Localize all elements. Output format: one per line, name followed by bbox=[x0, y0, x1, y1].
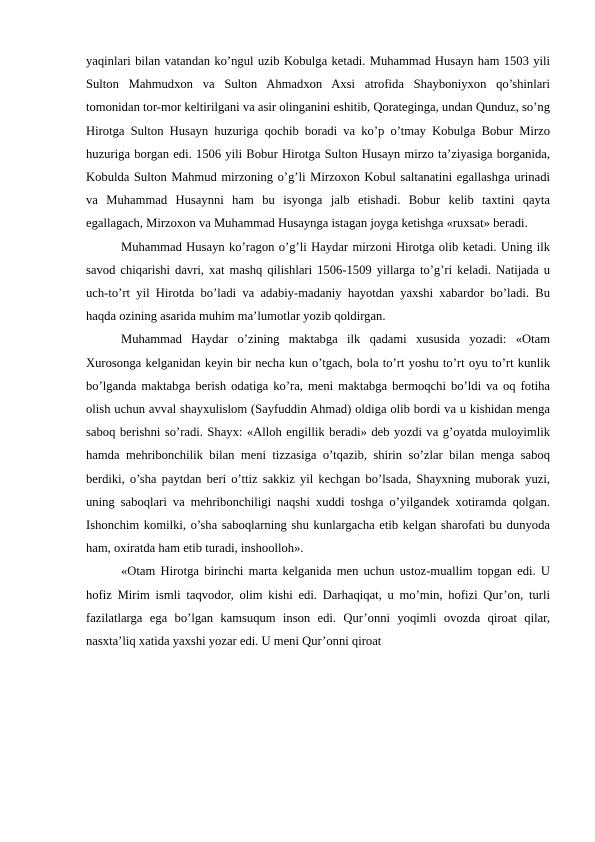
paragraph-3: Muhammad Haydar o’zining maktabga ilk qadami xususida yozadi: «Otam Xurosonga kelganidan keyin bir necha kun o’tgach, bola to’rt yoshu to’rt oyu to’rt kunlik bo’lganda maktabga berish odatiga ko’ra, meni maktabga bermoqchi bo’ldi va oq fotiha olish uchun avval shayxulislom (Sayfuddin Ahmad) oldiga olib bordi va u kishidan menga saboq berishni so’radi. Shayx: «Alloh engillik beradi» deb yozdi va g’oyatda muloyimlik hamda mehribonchilik bilan meni tizzasiga o’tqazib, shirin so’zlar bilan menga saboq berdiki, o’sha paytdan beri o’ttiz sakkiz yil kechgan bo’lsada, Shayxning muborak yuzi, uning saboqlari va mehribonchiligi naqshi xuddi toshga o’yilgandek xotiramda qolgan. Ishonchim komilki, o’sha saboqlarning shu kunlargacha etib kelgan sharofati bu dunyoda ham, oxiratda ham etib turadi, inshoolloh». bbox=[86, 332, 550, 556]
paragraph-2: Muhammad Husayn ko’ragon o’g’li Haydar mirzoni Hirotga olib ketadi. Uning ilk savod chiqarishi davri, xat mashq qilishlari 1506-1509 yillarga to’g’ri keladi. Natijada u uch-to’rt yil Hirotda bo’ladi va adabiy-madaniy hayotdan yaxshi xabardor bo’ladi. Bu haqda ozining asarida muhim ma’lumotlar yozib qoldirgan. bbox=[86, 239, 550, 324]
document-page bbox=[86, 50, 550, 653]
paragraph-4: «Otam Hirotga birinchi marta kelganida men uchun ustoz-muallim topgan edi. U hofiz Mirim ismli taqvodor, olim kishi edi. Darhaqiqat, u mo’min, hofizi Qur’on, turli fazilatlarga ega bo’lgan kamsuqum inson edi. Qur’onni yoqimli ovozda qiroat qilar, nasxta’liq xatida yaxshi yozar edi. U meni Qur’onni qiroat bbox=[86, 564, 550, 649]
paragraph-1: yaqinlari bilan vatandan ko’ngul uzib Kobulga ketadi. Muhammad Husayn ham 1503 yili Sulton Mahmudxon va Sulton Ahmadxon Axsi atrofida Shayboniyxon qo’shinlari tomonidan tor-mor keltirilgani va asir olinganini eshitib, Qorateginga, undan Qunduz, so’ng Hirotga Sulton Husayn huzuriga qochib boradi va ko’p o’tmay Kobulga Bobur Mirzo huzuriga borgan edi. 1506 yili Bobur Hirotga Sulton Husayn mirzo ta’ziyasiga borganida, Kobulda Sulton Mahmud mirzoning o’g’li Mirzoxon Kobul saltanatini egallashga urinadi va Muhammad Husaynni ham bu isyonga jalb etishadi. Bobur kelib taxtini qayta egallagach, Mirzoxon va Muhammad Husaynga istagan joyga ketishga «ruxsat» beradi. bbox=[86, 54, 550, 231]
